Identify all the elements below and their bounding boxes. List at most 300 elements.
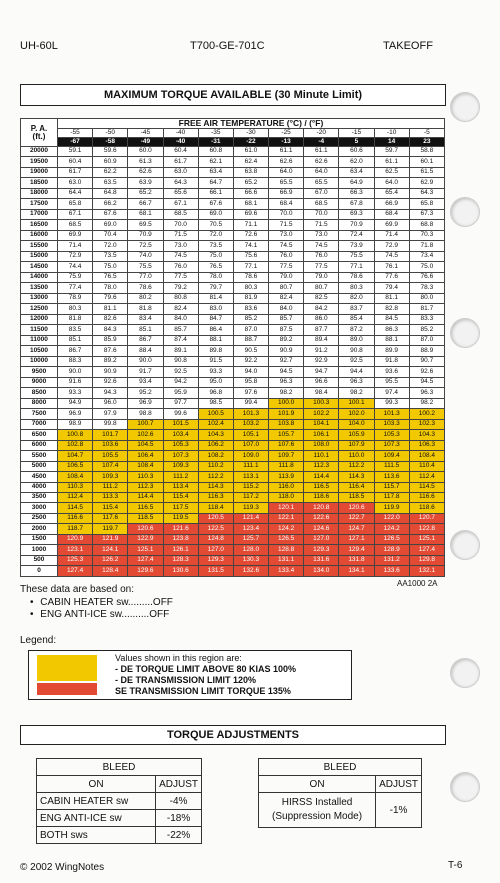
torque-cell: 64.7 bbox=[198, 178, 233, 188]
torque-cell: 68.5 bbox=[304, 199, 339, 209]
torque-cell: 100.3 bbox=[304, 398, 339, 408]
torque-cell: 130.3 bbox=[233, 555, 268, 565]
torque-cell: 95.5 bbox=[374, 377, 409, 387]
adjust-value: -18% bbox=[156, 810, 202, 827]
table-row bbox=[21, 409, 445, 419]
pressure-altitude-cell: 6500 bbox=[21, 430, 58, 440]
pressure-altitude-cell: 12000 bbox=[21, 314, 58, 324]
torque-cell: 112.4 bbox=[409, 472, 444, 482]
torque-cell: 74.5 bbox=[163, 251, 198, 261]
adjust-row bbox=[37, 827, 202, 844]
torque-cell: 102.3 bbox=[409, 419, 444, 429]
legend-line1: Values shown in this region are: bbox=[115, 653, 242, 663]
torque-cell: 75.5 bbox=[128, 262, 163, 272]
torque-cell: 81.1 bbox=[374, 293, 409, 303]
torque-cell: 98.2 bbox=[339, 388, 374, 398]
pressure-altitude-cell: 1000 bbox=[21, 545, 58, 555]
pressure-altitude-cell: 19000 bbox=[21, 167, 58, 177]
torque-cell: 120.6 bbox=[339, 503, 374, 513]
torque-cell: 96.9 bbox=[58, 409, 93, 419]
torque-cell: 76.5 bbox=[198, 262, 233, 272]
torque-cell: 125.7 bbox=[233, 534, 268, 544]
torque-cell: 103.4 bbox=[163, 430, 198, 440]
torque-cell: 132.6 bbox=[233, 566, 268, 577]
table-row bbox=[21, 555, 445, 565]
torque-cell: 133.4 bbox=[269, 566, 304, 577]
torque-cell: 64.8 bbox=[93, 188, 128, 198]
torque-cell: 89.2 bbox=[93, 356, 128, 366]
table-row bbox=[21, 272, 445, 282]
pressure-altitude-cell: 500 bbox=[21, 555, 58, 565]
torque-cell: 83.5 bbox=[58, 325, 93, 335]
pressure-altitude-cell: 8500 bbox=[21, 388, 58, 398]
adjust-item: BOTH sws bbox=[37, 827, 156, 844]
torque-cell: 73.0 bbox=[269, 230, 304, 240]
temp-c-cell: -20 bbox=[304, 129, 339, 138]
torque-cell: 93.4 bbox=[128, 377, 163, 387]
torque-cell: 103.3 bbox=[374, 419, 409, 429]
torque-cell: 63.4 bbox=[339, 167, 374, 177]
torque-cell: 107.6 bbox=[269, 440, 304, 450]
torque-cell: 64.0 bbox=[269, 167, 304, 177]
torque-cell: 85.4 bbox=[339, 314, 374, 324]
torque-cell: 109.4 bbox=[374, 451, 409, 461]
torque-cell: 79.7 bbox=[198, 283, 233, 293]
torque-cell: 108.2 bbox=[198, 451, 233, 461]
torque-cell: 126.5 bbox=[269, 534, 304, 544]
torque-cell: 84.3 bbox=[93, 325, 128, 335]
torque-cell: 72.9 bbox=[374, 241, 409, 251]
torque-cell: 61.1 bbox=[374, 157, 409, 167]
torque-cell: 105.1 bbox=[233, 430, 268, 440]
adjust-header: ADJUST bbox=[156, 776, 202, 793]
table-row bbox=[21, 346, 445, 356]
torque-cell: 91.7 bbox=[128, 367, 163, 377]
pressure-altitude-cell: 2500 bbox=[21, 513, 58, 523]
torque-cell: 60.8 bbox=[198, 147, 233, 157]
temp-f-cell: -13 bbox=[269, 138, 304, 147]
torque-cell: 102.6 bbox=[128, 430, 163, 440]
torque-cell: 112.2 bbox=[339, 461, 374, 471]
torque-cell: 84.7 bbox=[198, 314, 233, 324]
torque-cell: 106.5 bbox=[58, 461, 93, 471]
binder-hole bbox=[450, 530, 480, 560]
pressure-altitude-cell: 9000 bbox=[21, 377, 58, 387]
torque-cell: 122.7 bbox=[339, 513, 374, 523]
torque-cell: 85.2 bbox=[233, 314, 268, 324]
torque-cell: 62.4 bbox=[233, 157, 268, 167]
torque-cell: 78.0 bbox=[93, 283, 128, 293]
pressure-altitude-cell: 7000 bbox=[21, 419, 58, 429]
torque-cell: 59.6 bbox=[93, 147, 128, 157]
torque-cell: 63.5 bbox=[93, 178, 128, 188]
torque-cell: 96.3 bbox=[269, 377, 304, 387]
torque-cell: 107.4 bbox=[93, 461, 128, 471]
torque-cell: 123.8 bbox=[163, 534, 198, 544]
pressure-altitude-cell: 18500 bbox=[21, 178, 58, 188]
torque-cell: 120.5 bbox=[198, 513, 233, 523]
table-row bbox=[21, 367, 445, 377]
torque-cell: 105.5 bbox=[93, 451, 128, 461]
torque-cell: 127.4 bbox=[58, 566, 93, 577]
torque-cell: 65.5 bbox=[304, 178, 339, 188]
adjust-header: ADJUST bbox=[376, 776, 422, 793]
torque-cell: 130.6 bbox=[163, 566, 198, 577]
adjust-item: CABIN HEATER sw bbox=[37, 793, 156, 810]
torque-cell: 67.3 bbox=[409, 209, 444, 219]
torque-cell: 85.9 bbox=[93, 335, 128, 345]
pressure-altitude-cell: 14500 bbox=[21, 262, 58, 272]
torque-cell: 106.3 bbox=[409, 440, 444, 450]
torque-cell: 75.0 bbox=[93, 262, 128, 272]
torque-cell: 69.9 bbox=[58, 230, 93, 240]
torque-cell: 84.0 bbox=[163, 314, 198, 324]
temp-f-cell: -22 bbox=[233, 138, 268, 147]
torque-cell: 64.9 bbox=[339, 178, 374, 188]
torque-cell: 111.8 bbox=[269, 461, 304, 471]
torque-cell: 62.5 bbox=[374, 167, 409, 177]
yellow-swatch bbox=[37, 655, 97, 681]
legend-line4: SE TRANSMISSION LIMIT TORQUE 135% bbox=[115, 686, 291, 696]
torque-cell: 64.0 bbox=[304, 167, 339, 177]
torque-cell: 119.9 bbox=[374, 503, 409, 513]
torque-cell: 65.6 bbox=[163, 188, 198, 198]
torque-cell: 63.9 bbox=[128, 178, 163, 188]
table-row bbox=[21, 492, 445, 502]
torque-cell: 107.0 bbox=[233, 440, 268, 450]
torque-cell: 127.4 bbox=[409, 545, 444, 555]
pressure-altitude-cell: 0 bbox=[21, 566, 58, 577]
torque-cell: 116.3 bbox=[198, 492, 233, 502]
torque-cell: 133.6 bbox=[374, 566, 409, 577]
temp-c-cell: -30 bbox=[233, 129, 268, 138]
header-row bbox=[21, 119, 445, 129]
torque-cell: 121.6 bbox=[163, 524, 198, 534]
torque-cell: 103.2 bbox=[233, 419, 268, 429]
torque-cell: 60.4 bbox=[58, 157, 93, 167]
torque-cell: 109.3 bbox=[163, 461, 198, 471]
torque-cell: 61.3 bbox=[128, 157, 163, 167]
torque-cell: 77.5 bbox=[304, 262, 339, 272]
torque-cell: 131.6 bbox=[304, 555, 339, 565]
torque-cell: 104.3 bbox=[198, 430, 233, 440]
torque-cell: 64.3 bbox=[163, 178, 198, 188]
torque-cell: 77.5 bbox=[269, 262, 304, 272]
torque-cell: 73.9 bbox=[339, 241, 374, 251]
torque-cell: 98.9 bbox=[58, 419, 93, 429]
torque-cell: 92.2 bbox=[233, 356, 268, 366]
torque-cell: 92.5 bbox=[339, 356, 374, 366]
torque-cell: 127.1 bbox=[339, 534, 374, 544]
torque-cell: 111.2 bbox=[163, 472, 198, 482]
torque-cell: 125.3 bbox=[58, 555, 93, 565]
torque-cell: 118.0 bbox=[269, 492, 304, 502]
torque-cell: 61.0 bbox=[233, 147, 268, 157]
torque-cell: 131.5 bbox=[198, 566, 233, 577]
torque-cell: 109.0 bbox=[233, 451, 268, 461]
torque-cell: 104.7 bbox=[58, 451, 93, 461]
torque-cell: 117.5 bbox=[163, 503, 198, 513]
table-row bbox=[21, 440, 445, 450]
hirss-item bbox=[259, 793, 376, 828]
torque-cell: 103.8 bbox=[269, 419, 304, 429]
torque-cell: 62.6 bbox=[304, 157, 339, 167]
torque-cell: 105.3 bbox=[374, 430, 409, 440]
torque-cell: 128.0 bbox=[233, 545, 268, 555]
binder-hole bbox=[450, 772, 480, 802]
torque-cell: 94.5 bbox=[269, 367, 304, 377]
torque-cell: 72.6 bbox=[233, 230, 268, 240]
torque-cell: 68.8 bbox=[409, 220, 444, 230]
torque-cell: 98.8 bbox=[128, 409, 163, 419]
torque-cell: 100.0 bbox=[269, 398, 304, 408]
bleed-table-left bbox=[36, 758, 202, 844]
table-row bbox=[21, 178, 445, 188]
torque-cell: 112.2 bbox=[198, 472, 233, 482]
table-row bbox=[21, 220, 445, 230]
torque-cell: 120.6 bbox=[128, 524, 163, 534]
torque-cell: 83.6 bbox=[233, 304, 268, 314]
pressure-altitude-cell: 4000 bbox=[21, 482, 58, 492]
torque-cell: 94.5 bbox=[409, 377, 444, 387]
torque-cell: 79.0 bbox=[269, 272, 304, 282]
torque-cell: 73.0 bbox=[304, 230, 339, 240]
pressure-altitude-cell: 17000 bbox=[21, 209, 58, 219]
torque-cell: 85.2 bbox=[409, 325, 444, 335]
torque-cell: 125.1 bbox=[128, 545, 163, 555]
torque-cell: 120.1 bbox=[269, 503, 304, 513]
pressure-altitude-cell: 10000 bbox=[21, 356, 58, 366]
pressure-altitude-cell: 3000 bbox=[21, 503, 58, 513]
torque-cell: 86.4 bbox=[198, 325, 233, 335]
table-row bbox=[21, 388, 445, 398]
on-header: ON bbox=[259, 776, 376, 793]
torque-cell: 81.1 bbox=[93, 304, 128, 314]
temp-f-cell: -67 bbox=[58, 138, 93, 147]
torque-cell: 99.6 bbox=[163, 409, 198, 419]
table-row bbox=[21, 293, 445, 303]
torque-cell: 76.0 bbox=[304, 251, 339, 261]
torque-cell: 60.1 bbox=[409, 157, 444, 167]
torque-cell: 87.2 bbox=[339, 325, 374, 335]
torque-cell: 120.8 bbox=[304, 503, 339, 513]
table-row bbox=[21, 461, 445, 471]
torque-cell: 126.1 bbox=[163, 545, 198, 555]
torque-cell: 114.3 bbox=[198, 482, 233, 492]
torque-cell: 123.4 bbox=[233, 524, 268, 534]
torque-cell: 70.4 bbox=[93, 230, 128, 240]
torque-cell: 82.0 bbox=[339, 293, 374, 303]
table-row bbox=[21, 524, 445, 534]
torque-cell: 90.0 bbox=[58, 367, 93, 377]
torque-cell: 73.5 bbox=[198, 241, 233, 251]
torque-cell: 90.7 bbox=[409, 356, 444, 366]
pressure-altitude-cell: 16000 bbox=[21, 230, 58, 240]
table-row bbox=[21, 472, 445, 482]
fat-header: FREE AIR TEMPERATURE (°C) / (°F) bbox=[58, 119, 445, 129]
torque-cell: 126.5 bbox=[374, 534, 409, 544]
torque-cell: 118.6 bbox=[304, 492, 339, 502]
torque-cell: 65.4 bbox=[374, 188, 409, 198]
torque-cell: 65.8 bbox=[58, 199, 93, 209]
torque-cell: 66.6 bbox=[233, 188, 268, 198]
torque-cell: 124.6 bbox=[304, 524, 339, 534]
adjust-row bbox=[37, 793, 202, 810]
torque-cell: 104.5 bbox=[128, 440, 163, 450]
torque-cell: 86.7 bbox=[58, 346, 93, 356]
table-row bbox=[21, 335, 445, 345]
table-head bbox=[21, 119, 445, 147]
on-header: ON bbox=[37, 776, 156, 793]
torque-cell: 120.9 bbox=[58, 534, 93, 544]
torque-cell: 110.0 bbox=[339, 451, 374, 461]
temp-f-cell: -49 bbox=[128, 138, 163, 147]
torque-cell: 118.6 bbox=[409, 503, 444, 513]
torque-cell: 90.8 bbox=[163, 356, 198, 366]
torque-cell: 129.4 bbox=[339, 545, 374, 555]
torque-cell: 63.0 bbox=[58, 178, 93, 188]
torque-cell: 93.3 bbox=[198, 367, 233, 377]
torque-cell: 94.7 bbox=[304, 367, 339, 377]
torque-cell: 113.4 bbox=[163, 482, 198, 492]
torque-cell: 87.7 bbox=[304, 325, 339, 335]
torque-cell: 66.1 bbox=[198, 188, 233, 198]
torque-cell: 96.3 bbox=[339, 377, 374, 387]
torque-cell: 90.5 bbox=[233, 346, 268, 356]
copyright: © 2002 WingNotes bbox=[20, 862, 105, 873]
torque-cell: 115.4 bbox=[93, 503, 128, 513]
torque-cell: 62.2 bbox=[93, 167, 128, 177]
torque-cell: 116.0 bbox=[269, 482, 304, 492]
torque-cell: 82.5 bbox=[304, 293, 339, 303]
torque-cell: 71.5 bbox=[269, 220, 304, 230]
torque-cell: 114.5 bbox=[58, 503, 93, 513]
torque-cell: 115.7 bbox=[374, 482, 409, 492]
torque-cell: 76.5 bbox=[93, 272, 128, 282]
torque-cell: 59.1 bbox=[58, 147, 93, 157]
torque-cell: 103.6 bbox=[93, 440, 128, 450]
torque-cell: 83.3 bbox=[409, 314, 444, 324]
torque-cell: 80.3 bbox=[233, 283, 268, 293]
header-section: TAKEOFF bbox=[383, 40, 433, 52]
temp-c-cell: -25 bbox=[269, 129, 304, 138]
binder-hole bbox=[450, 92, 480, 122]
table-row bbox=[21, 430, 445, 440]
torque-cell: 118.4 bbox=[198, 503, 233, 513]
torque-cell: 117.8 bbox=[374, 492, 409, 502]
torque-cell: 87.0 bbox=[409, 335, 444, 345]
torque-cell: 113.9 bbox=[269, 472, 304, 482]
torque-cell: 75.6 bbox=[233, 251, 268, 261]
torque-cell: 60.9 bbox=[93, 157, 128, 167]
torque-cell: 77.1 bbox=[339, 262, 374, 272]
torque-cell: 98.2 bbox=[409, 398, 444, 408]
torque-cell: 116.5 bbox=[128, 503, 163, 513]
table-row bbox=[21, 419, 445, 429]
torque-cell: 95.9 bbox=[163, 388, 198, 398]
torque-cell: 109.3 bbox=[93, 472, 128, 482]
torque-cell: 73.5 bbox=[93, 251, 128, 261]
torque-cell: 90.0 bbox=[128, 356, 163, 366]
temp-f-cell: 14 bbox=[374, 138, 409, 147]
torque-cell: 114.5 bbox=[409, 482, 444, 492]
torque-cell: 110.2 bbox=[198, 461, 233, 471]
table-row bbox=[21, 209, 445, 219]
torque-cell: 134.0 bbox=[304, 566, 339, 577]
torque-cell: 122.5 bbox=[198, 524, 233, 534]
torque-cell: 93.6 bbox=[374, 367, 409, 377]
torque-cell: 92.6 bbox=[409, 367, 444, 377]
torque-cell: 131.2 bbox=[374, 555, 409, 565]
table-row bbox=[21, 398, 445, 408]
adjust-value: -22% bbox=[156, 827, 202, 844]
torque-cell: 73.4 bbox=[409, 251, 444, 261]
torque-cell: 112.4 bbox=[58, 492, 93, 502]
pressure-altitude-cell: 7500 bbox=[21, 409, 58, 419]
torque-cell: 77.4 bbox=[58, 283, 93, 293]
pa-unit: (ft.) bbox=[32, 131, 46, 141]
pressure-altitude-cell: 4500 bbox=[21, 472, 58, 482]
torque-cell: 87.5 bbox=[269, 325, 304, 335]
torque-cell: 80.7 bbox=[269, 283, 304, 293]
torque-cell: 82.6 bbox=[93, 314, 128, 324]
torque-cell: 77.1 bbox=[233, 262, 268, 272]
torque-cell: 79.6 bbox=[93, 293, 128, 303]
torque-cell: 86.3 bbox=[374, 325, 409, 335]
torque-cell: 63.0 bbox=[163, 167, 198, 177]
torque-cell: 106.1 bbox=[304, 430, 339, 440]
torque-cell: 108.0 bbox=[304, 440, 339, 450]
torque-cell: 80.2 bbox=[128, 293, 163, 303]
torque-cell: 113.6 bbox=[374, 472, 409, 482]
torque-cell: 64.0 bbox=[374, 178, 409, 188]
torque-cell: 95.8 bbox=[233, 377, 268, 387]
torque-cell: 110.3 bbox=[58, 482, 93, 492]
table-row bbox=[21, 283, 445, 293]
torque-cell: 94.9 bbox=[58, 398, 93, 408]
torque-cell: 110.3 bbox=[128, 472, 163, 482]
torque-cell: 120.7 bbox=[409, 513, 444, 523]
page-number: T-6 bbox=[448, 860, 463, 871]
torque-cell: 78.6 bbox=[128, 283, 163, 293]
torque-cell: 67.8 bbox=[339, 199, 374, 209]
pressure-altitude-cell: 12500 bbox=[21, 304, 58, 314]
legend-box bbox=[28, 650, 352, 700]
torque-cell: 71.4 bbox=[58, 241, 93, 251]
temp-c-cell: -10 bbox=[374, 129, 409, 138]
torque-cell: 74.1 bbox=[233, 241, 268, 251]
torque-cell: 81.7 bbox=[409, 304, 444, 314]
temp-c-cell: -15 bbox=[339, 129, 374, 138]
torque-cell: 79.2 bbox=[163, 283, 198, 293]
torque-cell: 112.3 bbox=[304, 461, 339, 471]
torque-cell: 89.4 bbox=[304, 335, 339, 345]
torque-cell: 112.3 bbox=[128, 482, 163, 492]
torque-cell: 104.3 bbox=[409, 430, 444, 440]
torque-cell: 104.0 bbox=[339, 419, 374, 429]
torque-cell: 123.1 bbox=[58, 545, 93, 555]
torque-cell: 87.6 bbox=[93, 346, 128, 356]
table-row bbox=[21, 199, 445, 209]
torque-cell: 127.4 bbox=[128, 555, 163, 565]
torque-cell: 81.9 bbox=[233, 293, 268, 303]
torque-cell: 134.1 bbox=[339, 566, 374, 577]
temp-c-cell: -50 bbox=[93, 129, 128, 138]
torque-cell: 89.8 bbox=[198, 346, 233, 356]
torque-cell: 72.4 bbox=[339, 230, 374, 240]
torque-cell: 77.0 bbox=[128, 272, 163, 282]
torque-cell: 127.0 bbox=[304, 534, 339, 544]
